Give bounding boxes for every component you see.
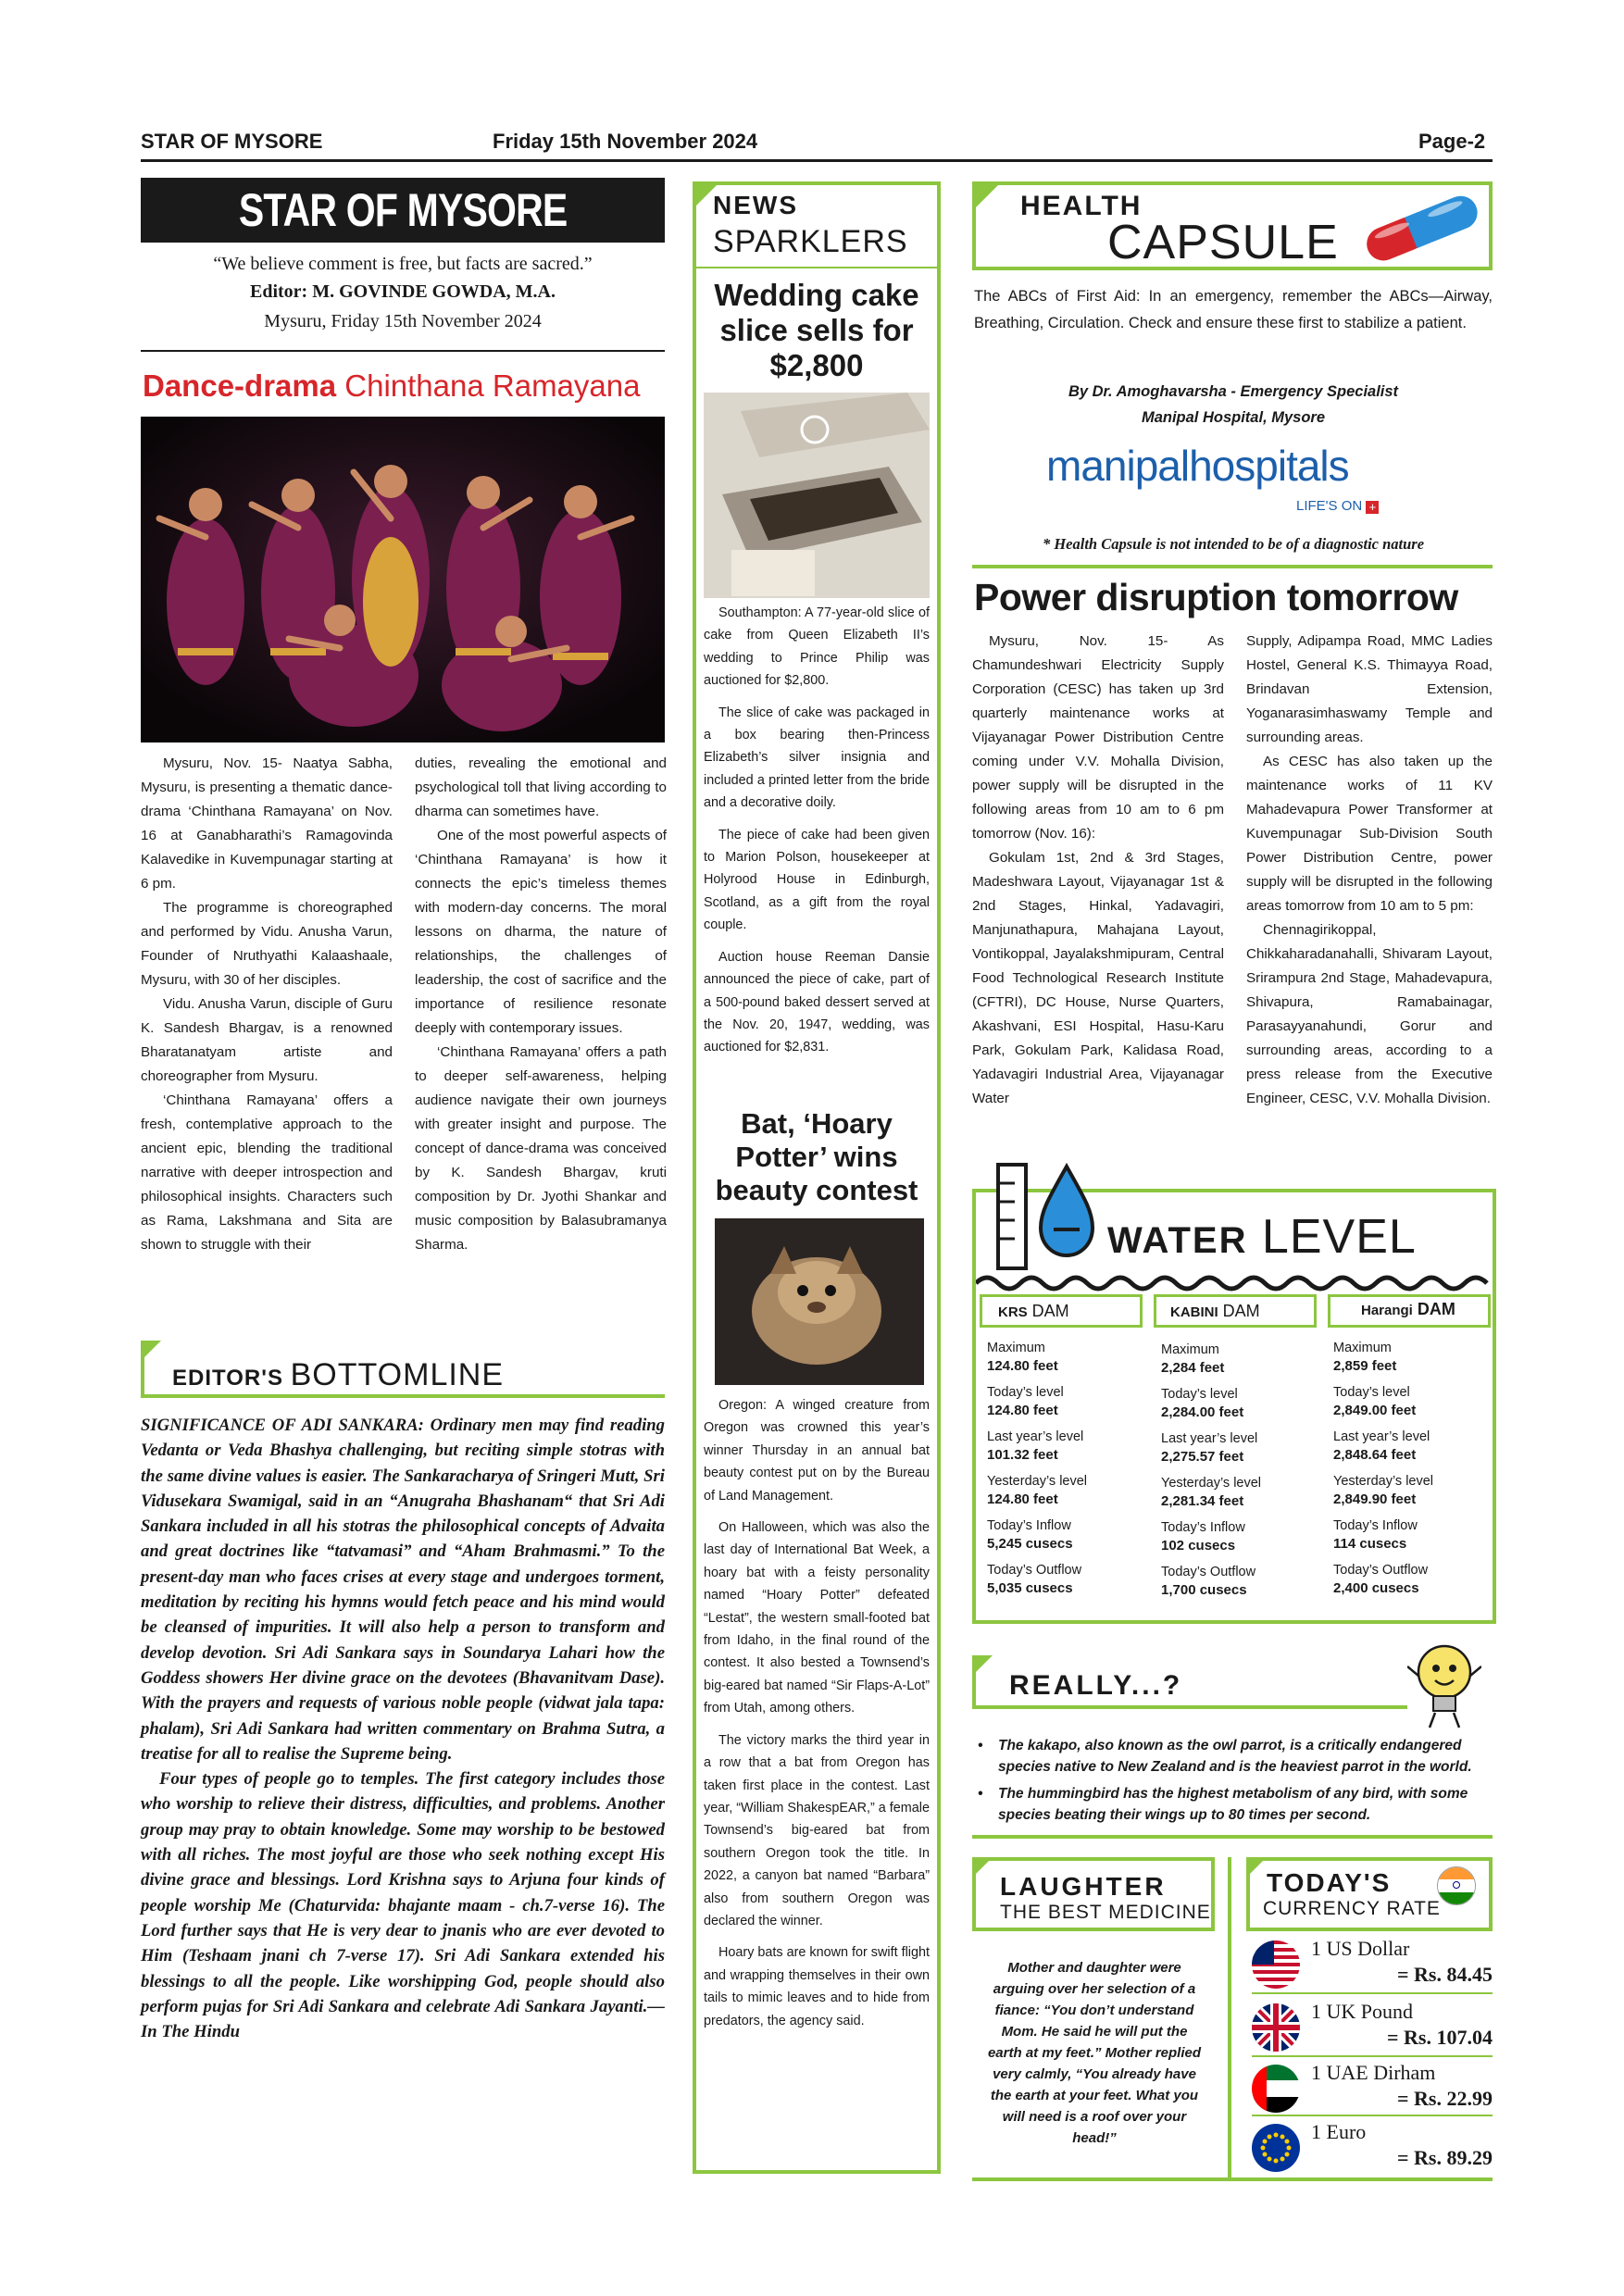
water-waves bbox=[976, 1270, 1493, 1294]
reading-value: 1,700 cusecs bbox=[1161, 1582, 1247, 1598]
dance-headline bbox=[143, 368, 640, 404]
eu-flag-icon bbox=[1252, 2124, 1300, 2172]
bottomline-label bbox=[172, 1357, 504, 1393]
dance-paragraph: One of the most powerful aspects of ‘Chinthana Ramayana’ is how it connects the epic’s timeless themes with modern-day concerns. The moral lessons on dharma, the nature of relationships, the challenges of leadership, the cost of sacrifice and the importance of resilience resonate deeply with contemporary issues. bbox=[415, 828, 667, 1036]
bat-photo bbox=[715, 1218, 924, 1385]
reading-label: Today’s level bbox=[1161, 1387, 1238, 1402]
reading-value: 2,849.00 feet bbox=[1333, 1403, 1417, 1418]
water-label bbox=[1107, 1209, 1417, 1265]
power-column-1 bbox=[972, 630, 1224, 1111]
reading-label: Today’s Inflow bbox=[987, 1518, 1071, 1533]
uk-flag-icon bbox=[1252, 2003, 1300, 2052]
laughter-label-b: THE BEST MEDICINE bbox=[1000, 1902, 1211, 1923]
krs-dam-readings bbox=[987, 1339, 1087, 1605]
harangi-dam-name bbox=[1361, 1300, 1455, 1319]
reading-label: Today’s Inflow bbox=[1333, 1518, 1418, 1533]
reading-label: Today’s Outflow bbox=[1333, 1563, 1429, 1578]
dam-name-a: KRS bbox=[998, 1304, 1028, 1320]
currency-row-aed bbox=[1252, 2061, 1493, 2115]
manipal-logo-a: manipal bbox=[1046, 442, 1190, 490]
fact-text: The hummingbird has the highest metabolism of any bird, with some species beating their wings up to 80 times per second. bbox=[998, 1786, 1468, 1823]
bullet-icon: • bbox=[978, 1786, 983, 1802]
dam-name-b: DAM bbox=[1218, 1302, 1260, 1320]
dam-name-a: KABINI bbox=[1170, 1304, 1218, 1320]
really-corner bbox=[972, 1655, 993, 1676]
currency-unit: 1 Euro bbox=[1311, 2120, 1367, 2143]
reading-value: 124.80 feet bbox=[987, 1358, 1058, 1374]
water-label-b: LEVEL bbox=[1247, 1210, 1417, 1264]
really-bottom-rule bbox=[972, 1835, 1493, 1839]
kabini-dam-name bbox=[1170, 1302, 1260, 1321]
reading-value: 2,284.00 feet bbox=[1161, 1404, 1244, 1420]
cake-text bbox=[704, 602, 930, 1059]
power-column-2 bbox=[1246, 630, 1493, 1111]
bulb-mascot-graphic bbox=[1407, 1639, 1481, 1731]
health-disclaimer: * Health Capsule is not intended to be of a diagnostic nature bbox=[1042, 535, 1425, 553]
bat-paragraph: On Halloween, which was also the last day of International Bat Week, a hoary bat with a feisty personality named “Hoary Potter” defeated “Lestat”, the western small-footed bat from Idaho, in the final round of the contest. It also bested a Townsend’s big-eared bat named “Sir Flaps-A-Lot” from Utah, among others. bbox=[704, 1520, 930, 1716]
reading-label: Today’s level bbox=[1333, 1385, 1410, 1400]
paper-editor: Editor: M. GOVINDE GOWDA, M.A. bbox=[250, 281, 556, 302]
currency-label-b: CURRENCY RATE bbox=[1263, 1898, 1441, 1919]
dam-name-a: Harangi bbox=[1361, 1303, 1413, 1318]
currency-unit: 1 UK Pound bbox=[1311, 2000, 1414, 2023]
dance-paragraph: duties, revealing the emotional and psychological toll that living according to dharma can sometimes have. bbox=[415, 755, 667, 819]
currency-rate: = Rs. 84.45 bbox=[1397, 1963, 1493, 1986]
fact-text: The kakapo, also known as the owl parrot, is a critically endangered species native to New Zealand and is the heaviest parrot in the world. bbox=[998, 1738, 1472, 1775]
power-paragraph: Chennagirikoppal, Chikkaharadanahalli, Shivaram Layout, Srirampura 2nd Stage, Mahadevapura, Shivapura, Ramabainagar, Parasayyanahundi, Gorur and surrounding areas, according to a press release from the Executive Engineer, CESC, V.V. Mohalla Division. bbox=[1246, 922, 1493, 1106]
reading-value: 5,245 cusecs bbox=[987, 1536, 1073, 1552]
currency-divider bbox=[1252, 2115, 1493, 2116]
dance-paragraph: Mysuru, Nov. 15- Naatya Sabha, Mysuru, is presenting a thematic dance-drama ‘Chinthana Ramayana’ on Nov. 16 at Ganabharathi’s Ramagovinda Kalavedike in Kuvempunagar starting at 6 pm. bbox=[141, 755, 393, 892]
manipal-logo bbox=[1046, 441, 1349, 491]
bottomline-label-a: EDITOR'S bbox=[172, 1366, 291, 1391]
health-bottom-rule bbox=[972, 565, 1493, 568]
dance-column-1 bbox=[141, 752, 393, 1257]
really-facts bbox=[974, 1735, 1493, 1826]
reading-label: Today’s Inflow bbox=[1161, 1520, 1245, 1535]
bat-paragraph: The victory marks the third year in a row that a bat from Oregon has taken first place in the contest. Last year, “William ShakespEAR,” a female Townsend’s big-eared bat from southern Oregon took the title. In 2022, a canyon bat named “Barbara” also from southern Oregon was declared the winner. bbox=[704, 1732, 930, 1928]
fact-item bbox=[974, 1783, 1493, 1826]
reading-label: Maximum bbox=[1333, 1341, 1392, 1355]
reading-label: Maximum bbox=[1161, 1342, 1219, 1357]
dance-headline-b: Chinthana Ramayana bbox=[344, 368, 641, 403]
masthead-rule bbox=[141, 159, 1493, 162]
dam-name-b: DAM bbox=[1412, 1300, 1455, 1318]
bat-headline: Bat, ‘Hoary Potter’ wins beauty contest bbox=[715, 1107, 918, 1206]
lightbulb-icon bbox=[1407, 1639, 1481, 1731]
manipal-tagline bbox=[1296, 498, 1379, 514]
bottomline-text bbox=[141, 1413, 665, 2044]
editorial-rule bbox=[141, 350, 665, 352]
dance-paragraph: ‘Chinthana Ramayana’ offers a fresh, contemplative approach to the ancient epic, blending the traditional narrative with deeper introspection and philosophical insights. Characters such as Rama, Lakshmana and Sita are shown to struggle with their bbox=[141, 1092, 393, 1253]
power-paragraph: Mysuru, Nov. 15- As Chamundeshwari Electricity Supply Corporation (CESC) has taken up 3rd quarterly maintenance works at Vijayanagar Power Distribution Centre coming under V.V. Mohalla Division, power supply will be disrupted in the following areas from 10 am to 6 pm tomorrow (Nov. 16): bbox=[972, 633, 1224, 842]
cake-paragraph: Auction house Reeman Dansie announced the piece of cake, part of a 500-pound baked dessert served at the Nov. 20, 1947, wedding, was auctioned for $2,831. bbox=[704, 949, 930, 1055]
power-headline: Power disruption tomorrow bbox=[974, 576, 1458, 618]
manipal-tagline-text: LIFE'S ON bbox=[1296, 498, 1363, 514]
health-byline-2: Manipal Hospital, Mysore bbox=[1141, 409, 1326, 426]
currency-label-a: TODAY'S bbox=[1267, 1868, 1392, 1897]
bottomline-paragraph: SIGNIFICANCE OF ADI SANKARA: Ordinary men may find reading Vedanta or Veda Bhashya challenging, but reciting simple stotras with the same divine values is easier. The Sankaracharya of Sringeri Mutt, Sri Vidusekara Swamigal, said in an “Anugraha Bhashanam“ that Sri Adi Sankara included in all his stotras the philosophical concepts of Advaita and great doctrines like “tatvamasi” and “Aham Brahmasmi.” To the present-day man who faces crises at every stage and undergoes torment, meditation by reciting his hymns would fetch peace and his mind would be cleansed of impurities. It will also help a person to transform and develop devotion. Sri Adi Sankara says in Soundarya Lahari how the Goddess showers Her divine grace on the devotees (Bhavanitvam Dase). With the prayers and requests of various noble people (vidwat jala tapa: phalam), Sri Adi Sankara had written commentary on Brahma Sutra, a treatise for all to realise the Supreme being. bbox=[141, 1416, 665, 1764]
currency-divider bbox=[1252, 2055, 1493, 2057]
health-text: The ABCs of First Aid: In an emergency, remember the ABCs—Airway, Breathing, Circulation. Check and ensure these first to stabilize a patient. bbox=[974, 288, 1493, 331]
fact-item bbox=[974, 1735, 1493, 1778]
currency-row-usd bbox=[1252, 1937, 1493, 1990]
dance-column-2 bbox=[415, 752, 667, 1257]
cake-paragraph: The piece of cake had been given to Marion Polson, housekeeper at Holyrood House in Edinburgh, Scotland, as a gift from the royal couple. bbox=[704, 827, 930, 933]
manipal-logo-b: hospitals bbox=[1189, 442, 1349, 490]
cake-paragraph: Southampton: A 77-year-old slice of cake from Queen Elizabeth II’s wedding to Prince Philip was auctioned for $2,800. bbox=[704, 605, 930, 689]
cake-headline: Wedding cake slice sells for $2,800 bbox=[714, 278, 919, 382]
dance-paragraph: ‘Chinthana Ramayana’ offers a path to deeper self-awareness, helping audience navigate their own journeys with greater insight and purpose. The concept of dance-drama was conceived by K. Sandesh Bhargav, kruti composition by Dr. Jyothi Shankar and music composition by Balasubramanya Sharma. bbox=[415, 1044, 667, 1253]
masthead-page: Page-2 bbox=[1418, 130, 1486, 153]
laughter-label-a: LAUGHTER bbox=[1000, 1872, 1167, 1901]
paper-title-banner bbox=[141, 178, 665, 243]
currency-bottom-rule bbox=[972, 2177, 1493, 2181]
dance-paragraph: Vidu. Anusha Varun, disciple of Guru K. Sandesh Bhargav, is a renowned Bharatanatyam artiste and choreographer from Mysuru. bbox=[141, 996, 393, 1084]
reading-value: 101.32 feet bbox=[987, 1447, 1058, 1463]
dancers-illustration bbox=[141, 417, 665, 742]
power-paragraph: As CESC has also taken up the maintenance works of 11 KV Mahadevapura Power Transformer at Kuvempunagar Sub-Division South Power Distribution Centre, power supply will be disrupted in the following areas tomorrow from 10 am to 5 pm: bbox=[1246, 754, 1493, 914]
really-label: REALLY...? bbox=[1009, 1670, 1183, 1701]
power-paragraph: Supply, Adipampa Road, MMC Ladies Hostel, General K.S. Thimayya Road, Brindavan Extension, Yoganarasimhaswamy Temple and surrounding areas. bbox=[1246, 633, 1493, 745]
currency-unit: 1 UAE Dirham bbox=[1311, 2061, 1436, 2084]
bat-paragraph: Oregon: A winged creature from Oregon was crowned this year’s winner Thursday in an annual bat beauty contest put on by the Bureau of Land Management. bbox=[704, 1398, 930, 1504]
laughter-joke: Mother and daughter were arguing over her selection of a fiance: “You don’t understand Mom. He said he will put the earth at my feet.” Mother replied very calmly, “You already have the earth at your feet. What you will need is a roof over your head!” bbox=[987, 1960, 1202, 2146]
reading-label: Today’s Outflow bbox=[987, 1563, 1082, 1578]
reading-value: 124.80 feet bbox=[987, 1403, 1058, 1418]
reading-label: Today’s Outflow bbox=[1161, 1565, 1256, 1579]
currency-divider bbox=[1252, 1992, 1493, 1994]
power-paragraph: Gokulam 1st, 2nd & 3rd Stages, Madeshwara Layout, Vijayanagar 1st & 2nd Stages, Hinkal, Yadavagiri, Manjunathapura, Mahajana Layout, Vontikoppal, Jayalakshmipuram, Central Food Technological Research Institute (CFTRI), DC House, Nurse Quarters, Akashvani, ESI Hospital, Hasu-Karu Park, Gokulam Park, Kalidasa Road, Yadavagiri Industrial Area, Vijayanagar Water bbox=[972, 850, 1224, 1106]
bat-paragraph: Hoary bats are known for swift flight and wrapping themselves in their own tails to mimic leaves and to hide from predators, the agency said. bbox=[704, 1945, 930, 2028]
sparklers-label-b: SPARKLERS bbox=[713, 224, 908, 259]
bullet-icon: • bbox=[978, 1738, 983, 1753]
harangi-dam-readings bbox=[1333, 1339, 1433, 1605]
health-label-a: HEALTH bbox=[1020, 191, 1143, 221]
waves-graphic bbox=[976, 1270, 1493, 1294]
kabini-dam-readings bbox=[1161, 1341, 1261, 1607]
dance-photo bbox=[141, 417, 665, 742]
bat-illustration bbox=[715, 1218, 924, 1385]
paper-dateline: Mysuru, Friday 15th November 2024 bbox=[264, 311, 542, 331]
reading-label: Last year’s level bbox=[1161, 1431, 1258, 1446]
reading-label: Maximum bbox=[987, 1341, 1045, 1355]
cake-box-illustration bbox=[704, 393, 930, 598]
reading-value: 2,400 cusecs bbox=[1333, 1580, 1419, 1596]
capsule-pill-graphic bbox=[1354, 187, 1493, 265]
reading-value: 2,849.90 feet bbox=[1333, 1491, 1417, 1507]
dam-name-b: DAM bbox=[1027, 1302, 1069, 1320]
currency-rate: = Rs. 89.29 bbox=[1397, 2146, 1493, 2169]
paper-motto: “We believe comment is free, but facts are sacred.” bbox=[213, 254, 593, 274]
paper-title: STAR OF MYSORE bbox=[238, 184, 568, 236]
currency-unit: 1 US Dollar bbox=[1311, 1937, 1410, 1960]
reading-label: Yesterday’s level bbox=[1161, 1476, 1262, 1491]
reading-value: 2,281.34 feet bbox=[1161, 1493, 1244, 1509]
currency-row-eur bbox=[1252, 2120, 1493, 2174]
reading-label: Yesterday’s level bbox=[987, 1474, 1088, 1489]
india-flag-icon bbox=[1437, 1866, 1476, 1905]
pill-icon bbox=[1354, 187, 1493, 265]
laughter-divider bbox=[1228, 1857, 1231, 2181]
reading-value: 2,859 feet bbox=[1333, 1358, 1397, 1374]
bat-text bbox=[704, 1394, 930, 2032]
reading-value: 2,284 feet bbox=[1161, 1360, 1225, 1376]
health-label-b: CAPSULE bbox=[1107, 216, 1339, 269]
reading-label: Last year’s level bbox=[987, 1429, 1084, 1444]
plus-icon: + bbox=[1366, 501, 1379, 514]
reading-value: 5,035 cusecs bbox=[987, 1580, 1073, 1596]
reading-value: 2,848.64 feet bbox=[1333, 1447, 1417, 1463]
water-label-a: WATER bbox=[1107, 1220, 1248, 1261]
reading-value: 2,275.57 feet bbox=[1161, 1449, 1244, 1465]
currency-rate: = Rs. 22.99 bbox=[1397, 2087, 1493, 2110]
currency-rate: = Rs. 107.04 bbox=[1387, 2026, 1493, 2049]
reading-label: Yesterday’s level bbox=[1333, 1474, 1434, 1489]
masthead-paper: STAR OF MYSORE bbox=[141, 130, 323, 153]
currency-row-gbp bbox=[1252, 2000, 1493, 2053]
reading-value: 124.80 feet bbox=[987, 1491, 1058, 1507]
currency-corner bbox=[1246, 1857, 1267, 1878]
cake-photo bbox=[704, 393, 930, 598]
sparklers-label-rule bbox=[696, 267, 937, 268]
bottomline-corner bbox=[141, 1341, 161, 1361]
reading-label: Today’s level bbox=[987, 1385, 1064, 1400]
health-corner bbox=[972, 181, 1002, 211]
uae-flag-icon bbox=[1252, 2065, 1300, 2113]
reading-value: 114 cusecs bbox=[1333, 1536, 1407, 1552]
laughter-corner bbox=[972, 1857, 993, 1878]
bottomline-paragraph: Four types of people go to temples. The first category includes those who worship to relieve their distress, difficulties, and problems. Another group may pray to obtain knowledge. Some may worship to be bestowed with all riches. The most joyful are those who seek nothing except His divine grace and blessings. Lord Krishna says to Arjuna four kinds of people worship Me (Chaturvida: bhajante maam - ch.7-verse 16). The Lord further says that He is very dear to jnanis who are ever devoted to Him (Teshaam jnani ch 7-verse 17). Sri Adi Sankara extended his blessings to all the people. Like worshipping God, people should also perform pujas for Sri Adi Sankara and celebrate Adi Sankara Jayanti.— In The Hindu bbox=[141, 1769, 665, 2042]
cake-paragraph: The slice of cake was packaged in a box bearing then-Princess Elizabeth’s silver insignia and included a printed letter from the bride and a decorative doily. bbox=[704, 705, 930, 811]
dance-headline-a: Dance-drama bbox=[143, 368, 345, 403]
health-byline-1: By Dr. Amoghavarsha - Emergency Specialist bbox=[1068, 383, 1399, 400]
reading-label: Last year’s level bbox=[1333, 1429, 1430, 1444]
reading-value: 102 cusecs bbox=[1161, 1538, 1236, 1554]
masthead-date: Friday 15th November 2024 bbox=[493, 130, 758, 153]
krs-dam-name bbox=[998, 1302, 1069, 1321]
sparklers-label-a: NEWS bbox=[713, 191, 798, 219]
dance-paragraph: The programme is choreographed and performed by Vidu. Anusha Varun, Founder of Nruthyathi Kalaashaale, Mysuru, with 30 of her disciples. bbox=[141, 900, 393, 988]
us-flag-icon bbox=[1252, 1940, 1300, 1989]
bottomline-label-b: BOTTOMLINE bbox=[290, 1357, 505, 1392]
